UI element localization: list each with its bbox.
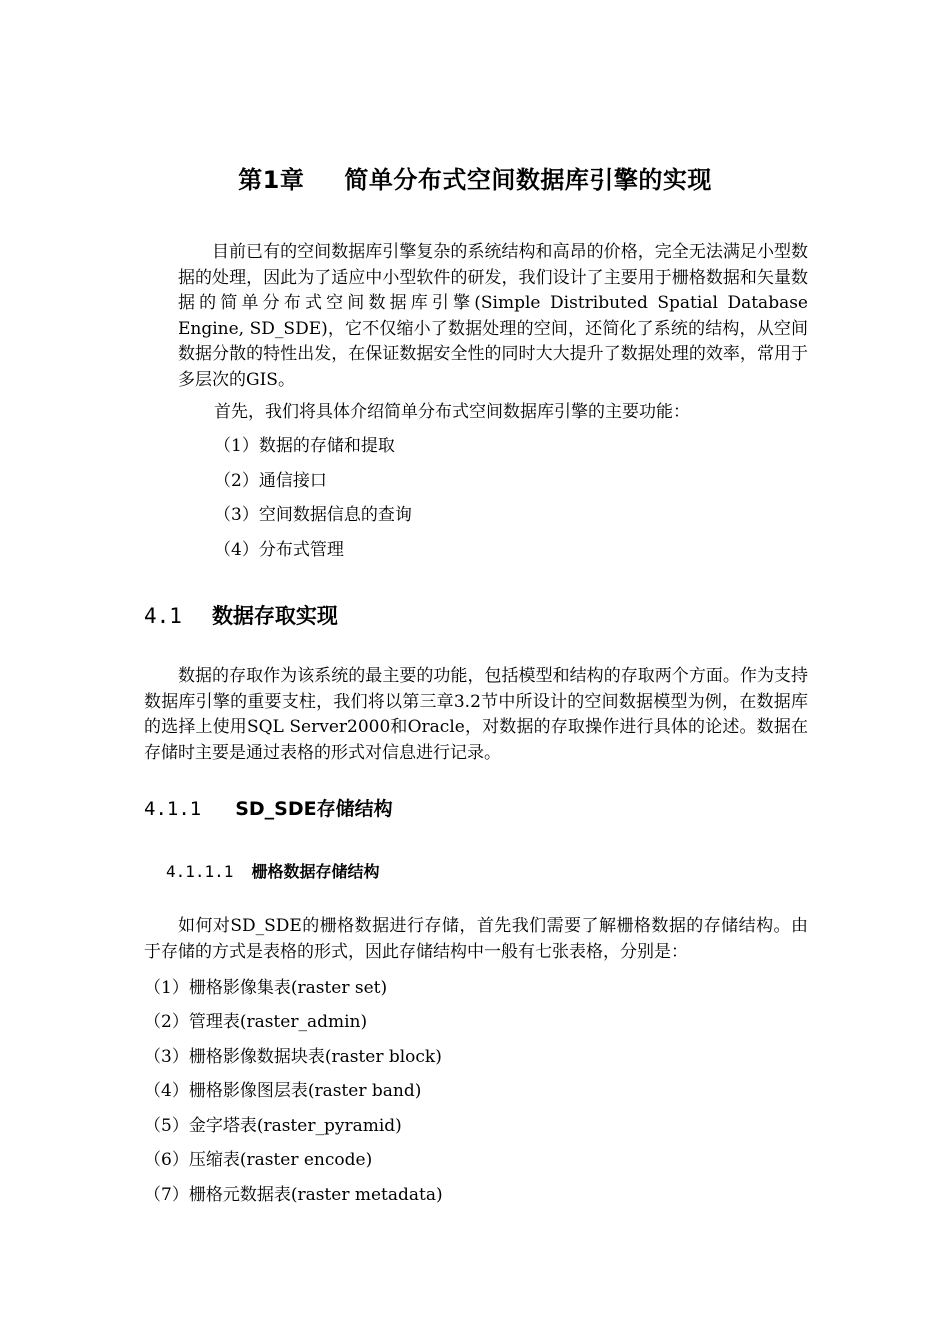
function-item: （1）数据的存储和提取 xyxy=(214,436,395,456)
table-list-item: （6）压缩表(raster encode) xyxy=(144,1150,373,1170)
subsection-heading-4-1-1 xyxy=(144,794,393,821)
table-list-item: （7）栅格元数据表(raster metadata) xyxy=(144,1185,443,1205)
intro-paragraph: 目前已有的空间数据库引擎复杂的系统结构和高昂的价格，完全无法满足小型数据的处理，因此为了适应中小型软件的研发，我们设计了主要用于栅格数据和矢量数据的简单分布式空间数据库引擎(Simple Distributed Spatial Database Engine, SD_SDE)，它不仅缩小了数据处理的空间，还简化了系统的结构，从空间数据分散的特性出发，在保证数据安全性的同时大大提升了数据处理的效率，常用于多层次的GIS。 xyxy=(178,242,808,390)
function-item: （4）分布式管理 xyxy=(214,540,344,560)
function-item: （3）空间数据信息的查询 xyxy=(214,505,412,525)
section-title: 数据存取实现 xyxy=(211,604,338,628)
table-list-item: （2）管理表(raster_admin) xyxy=(144,1012,368,1032)
table-list-item: （4）栅格影像图层表(raster band) xyxy=(144,1081,422,1101)
function-item: （2）通信接口 xyxy=(214,471,327,491)
chapter-number: 第1章 xyxy=(238,166,305,194)
subsubsection-title: 栅格数据存储结构 xyxy=(251,862,380,881)
raster-paragraph: 如何对SD_SDE的栅格数据进行存储，首先我们需要了解栅格数据的存储结构。由于存储的方式是表格的形式，因此存储结构中一般有七张表格，分别是： xyxy=(144,916,808,962)
table-list-item: （5）金字塔表(raster_pyramid) xyxy=(144,1116,402,1136)
section-number: 4.1 xyxy=(144,604,182,628)
chapter-title xyxy=(0,160,950,195)
table-list-item: （3）栅格影像数据块表(raster block) xyxy=(144,1047,442,1067)
subsection-number: 4.1.1 xyxy=(144,798,202,820)
table-list-item: （1）栅格影像集表(raster set) xyxy=(144,978,388,998)
functions-intro: 首先，我们将具体介绍简单分布式空间数据库引擎的主要功能： xyxy=(214,402,690,422)
section-heading-4-1 xyxy=(144,600,338,630)
subsubsection-heading-4-1-1-1 xyxy=(166,859,379,882)
chapter-title-text: 简单分布式空间数据库引擎的实现 xyxy=(344,166,712,194)
section-paragraph: 数据的存取作为该系统的最主要的功能，包括模型和结构的存取两个方面。作为支持数据库引擎的重要支柱，我们将以第三章3.2节中所设计的空间数据模型为例，在数据库的选择上使用SQL Server2000和Oracle，对数据的存取操作进行具体的论述。数据在存储时主要是通过表格的形式对信息进行记录。 xyxy=(144,666,808,763)
subsubsection-number: 4.1.1.1 xyxy=(166,862,234,881)
subsection-title: SD_SDE存储结构 xyxy=(235,798,393,820)
